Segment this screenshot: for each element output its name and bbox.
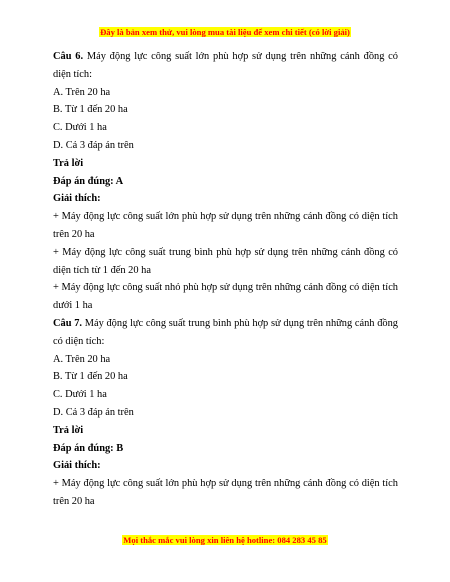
question-6-explanation-3: + Máy động lực công suất nhỏ phù hợp sử dụng trên những cánh đồng có diện tích dưới 1 ha <box>53 282 398 312</box>
question-6-explain-heading: Giải thích: <box>53 193 101 205</box>
question-7-option-b: B. Từ 1 đến 20 ha <box>53 371 128 383</box>
question-7-answer-heading: Trả lời <box>53 424 84 436</box>
question-6-option-a: A. Trên 20 ha <box>53 86 111 98</box>
question-6-explanation-1: + Máy động lực công suất lớn phù hợp sử dụng trên những cánh đồng có diện tích trên 20 ha <box>53 211 398 240</box>
question-6-text: Máy động lực công suất lớn phù hợp sử dụng trên những cánh đồng có diện tích: <box>53 51 398 80</box>
document-body <box>53 48 398 511</box>
question-6-option-b: B. Từ 1 đến 20 ha <box>53 104 128 116</box>
question-7 <box>53 315 398 351</box>
question-7-label: Câu 7. <box>53 317 82 329</box>
question-7-explanation-1: + Máy động lực công suất lớn phù hợp sử dụng trên những cánh đồng có diện tích trên 20 ha <box>53 478 398 507</box>
hotline-text: Mọi thắc mắc vui lòng xin liên hệ hotline: 084 283 45 85 <box>123 535 327 545</box>
question-7-option-d: D. Cả 3 đáp án trên <box>53 406 134 418</box>
question-6-option-d: D. Cả 3 đáp án trên <box>53 139 134 151</box>
question-7-text: Máy động lực công suất trung bình phù hợp sử dụng trên những cánh đồng có diện tích: <box>53 317 398 347</box>
preview-notice-banner <box>0 27 450 37</box>
question-6 <box>53 48 398 84</box>
question-6-answer-heading: Trả lời <box>53 157 84 169</box>
hotline-banner <box>0 535 450 545</box>
question-6-label: Câu 6. <box>53 51 84 62</box>
question-7-option-c: C. Dưới 1 ha <box>53 389 107 401</box>
question-6-explanation-2: + Máy động lực công suất trung bình phù hợp sử dụng trên những cánh đồng có diện tích từ 1 đến 20 ha <box>53 246 398 276</box>
question-6-answer: Đáp án đúng: A <box>53 175 124 187</box>
question-7-explain-heading: Giải thích: <box>53 460 101 472</box>
question-7-answer: Đáp án đúng: B <box>53 442 124 454</box>
question-7-option-a: A. Trên 20 ha <box>53 353 111 365</box>
preview-notice-text: Đây là bản xem thử, vui lòng mua tài liệu để xem chi tiết (có lời giải) <box>100 27 350 37</box>
question-6-option-c: C. Dưới 1 ha <box>53 122 107 134</box>
